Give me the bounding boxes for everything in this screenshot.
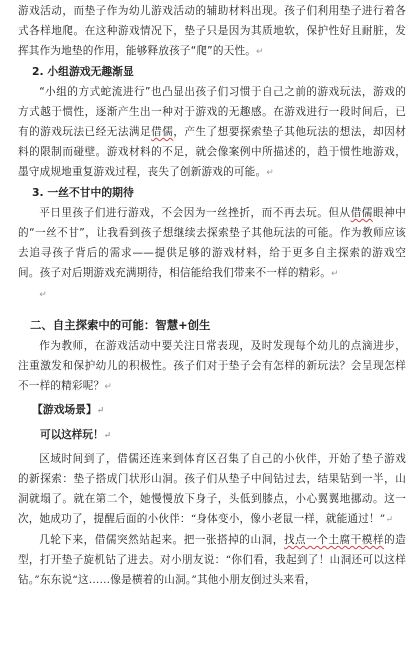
paragraph-crawl-play (18, 1, 406, 62)
paragraph-text: ，产生了想要探索垫子其他玩法的想法，却因材料的限制而碰壁。游戏材料的不足，就会像案例中所描述的，趋于惯性地游戏，墨守成规地重复游戏过程，丧失了创新游戏的可能。 (18, 126, 406, 178)
paragraph-mark: ↵ (96, 406, 105, 416)
paragraph-text: 的造型，打开垫子旋机钻了进去。对小朋友说：“你们看，我起到了！山洞还可以这样钻。”东东说“这……像是横着的山洞。”其他小朋友倒过头来看， (18, 534, 406, 586)
section-heading-2: 2. 小组游戏无趣渐显 (32, 65, 134, 78)
flagged-word: 借儒 (151, 126, 174, 138)
scene-label (18, 399, 406, 422)
scene-subtitle (18, 424, 406, 447)
paragraph-text: 几轮下来，借儒突然站起来。把一张搭掉的山洞， (39, 534, 284, 546)
paragraph-text: 作为教师，在游戏活动中要关注日常表现，及时发现每个幼儿的点滴进步，注重激发和保护幼儿的积极性。孩子们对于垫子会有怎样的新玩法？会呈现怎样不一样的精彩呢？ (18, 340, 406, 392)
paragraph-scene-story (18, 449, 406, 530)
paragraph-text: 平日里孩子们进行游戏，不会因为一丝挫折，而不再去玩。但从 (39, 207, 351, 219)
flagged-word: 借儒 (350, 207, 373, 219)
paragraph-group-play (18, 82, 406, 183)
paragraph-mark: ↵ (331, 269, 339, 279)
paragraph-expectation (18, 203, 406, 284)
paragraph-mark: ↵ (39, 290, 47, 300)
part-heading-2: 二、自主探索中的可能：智慧+创生 (30, 318, 211, 332)
paragraph-mark: ↵ (256, 47, 264, 57)
paragraph-text: 眼神中的“一丝不甘”，让我看到孩子想继续去探索垫子其他玩法的可能。作为教师应该去追寻孩子背后的需求——提供足够的游戏材料，给于更多自主探索的游戏空间。孩子对后期游戏充满期待，相信能给我们带来不一样的精彩。 (18, 207, 406, 279)
scene-subtitle-text: 可以这样玩！ (40, 429, 104, 441)
paragraph-text: 区域时间到了，借儒还连来到体育区召集了自己的小伙伴，开始了垫子游戏的新探索：垫子搭成门状形山洞。孩子们从垫子中间钻过去，结果钻到一半，山洞就塌了。就在第二个，她慢慢放下身子，头低到膝点，小心翼翼地挪动。这一次，她成功了，提醒后面的小伙伴：“身体变小，像小老鼠一样，就能通过！” (18, 453, 406, 525)
paragraph-mark: ↵ (385, 515, 394, 525)
section-heading-3: 3. 一丝不甘中的期待 (32, 186, 134, 199)
paragraph-mark: ↵ (104, 382, 113, 392)
paragraph-teacher-role (18, 336, 406, 397)
paragraph-text: 游戏活动，而垫子作为幼儿游戏活动的辅助材料出现。孩子们利用垫子进行着各式各样地爬。在这种游戏情况下，垫子只是因为其质地软，保护性好且耐脏，发挥其作为地垫的作用，能够释放孩子“爬”的天性。 (18, 5, 406, 57)
flagged-word: 找点一个土腐干模样 (283, 534, 385, 546)
paragraph-mark: ↵ (266, 168, 275, 178)
paragraph-text: “小组的方式蛇流进行”也凸显出孩子们习惯于自己之前的游戏玩法，游戏的方式越于惯性，逐渐产生出一种对于游戏的无趣感。在游戏进行一段时间后，已有的游戏玩法已经无法满足 (18, 86, 406, 138)
scene-label-text: 【游戏场景】 (32, 403, 97, 416)
paragraph-scene-continue (18, 530, 406, 590)
spacer (18, 305, 406, 315)
paragraph-mark: ↵ (103, 431, 112, 441)
empty-paragraph (18, 284, 406, 305)
